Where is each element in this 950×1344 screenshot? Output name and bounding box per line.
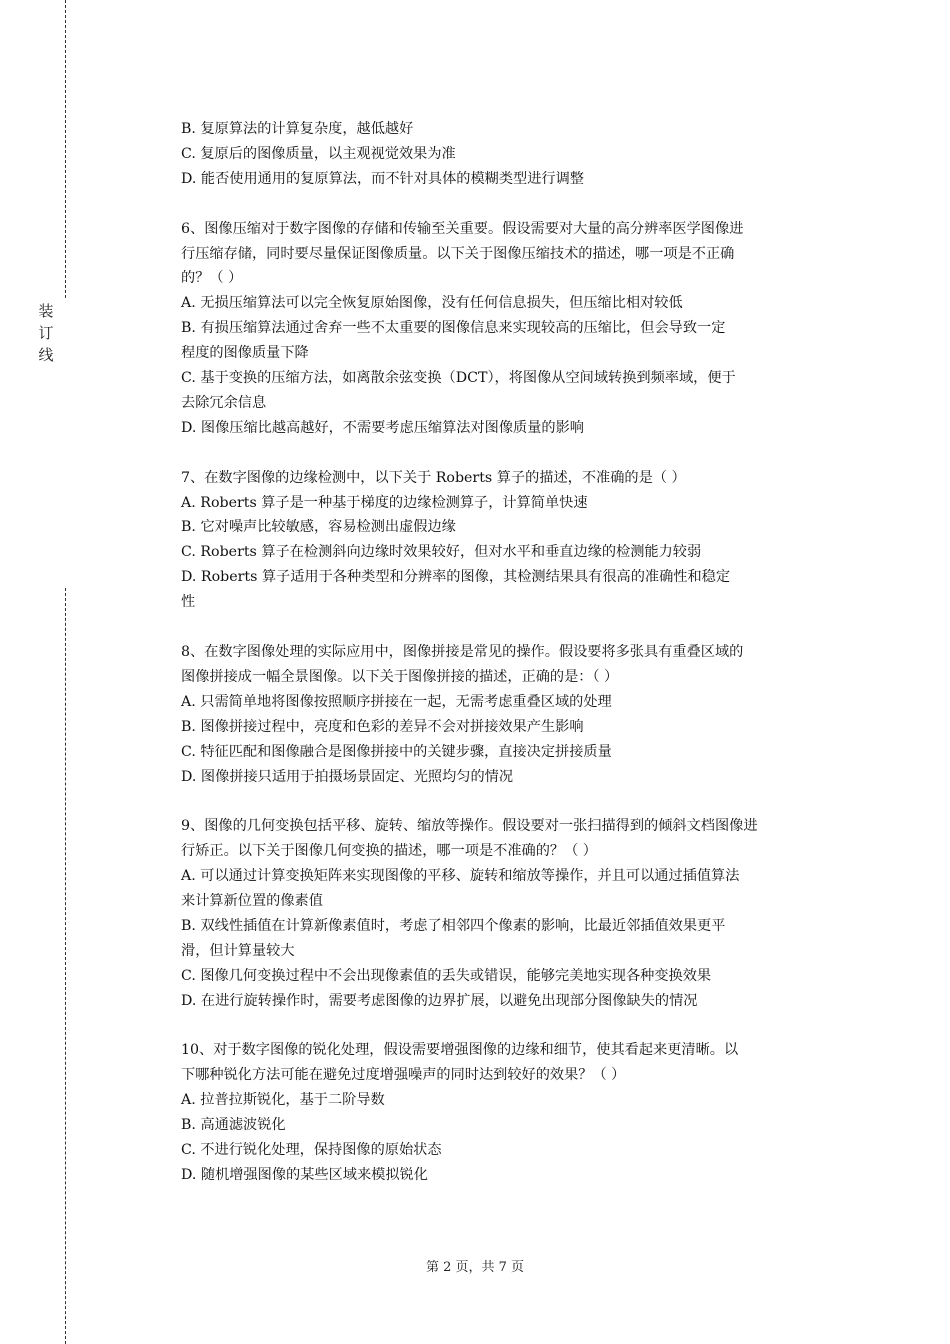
text-line: 9、图像的几何变换包括平移、旋转、缩放等操作。假设要对一张扫描得到的倾斜文档图像进 (181, 818, 758, 835)
binding-label (37, 300, 55, 366)
text-line: D. 在进行旋转操作时，需要考虑图像的边界扩展，以避免出现部分图像缺失的情况 (181, 992, 698, 1009)
text-line: D. Roberts 算子适用于各种类型和分辨率的图像，其检测结果具有很高的准确性和稳定 (181, 569, 731, 586)
binding-char: 装 (38, 302, 54, 320)
text-line: D. 图像压缩比越高越好，不需要考虑压缩算法对图像质量的影响 (181, 419, 584, 436)
binding-dashed-line-bottom (65, 588, 66, 1344)
text-line: 图像拼接成一幅全景图像。以下关于图像拼接的描述，正确的是：（ ） (181, 668, 619, 685)
text-line: C. Roberts 算子在检测斜向边缘时效果较好，但对水平和垂直边缘的检测能力较弱 (181, 544, 702, 561)
exam-content (181, 117, 841, 1188)
text-line: 行矫正。以下关于图像几何变换的描述，哪一项是不准确的？（ ） (181, 843, 597, 860)
text-line: 来计算新位置的像素值 (181, 893, 323, 910)
text-line: A. 可以通过计算变换矩阵来实现图像的平移、旋转和缩放等操作，并且可以通过插值算法 (181, 868, 740, 885)
text-line: D. 能否使用通用的复原算法，而不针对具体的模糊类型进行调整 (181, 170, 584, 187)
text-line: 去除冗余信息 (181, 394, 267, 411)
text-line: A. 无损压缩算法可以完全恢复原始图像，没有任何信息损失，但压缩比相对较低 (181, 295, 683, 312)
text-line: C. 不进行锐化处理，保持图像的原始状态 (181, 1142, 442, 1159)
paragraph-gap (181, 789, 841, 814)
text-line: B. 双线性插值在计算新像素值时，考虑了相邻四个像素的影响，比最近邻插值效果更平 (181, 917, 726, 934)
text-line: 行压缩存储，同时要尽量保证图像质量。以下关于图像压缩技术的描述，哪一项是不正确 (181, 245, 735, 262)
text-line: 程度的图像质量下降 (181, 345, 309, 362)
paragraph-gap (181, 1014, 841, 1039)
text-line: D. 随机增强图像的某些区域来模拟锐化 (181, 1166, 428, 1183)
text-line: B. 有损压缩算法通过舍弃一些不太重要的图像信息来实现较高的压缩比，但会导致一定 (181, 320, 726, 337)
text-line: A. 只需简单地将图像按照顺序拼接在一起，无需考虑重叠区域的处理 (181, 693, 612, 710)
paragraph-gap (181, 192, 841, 217)
text-line: B. 高通滤波锐化 (181, 1117, 286, 1134)
text-line: 滑，但计算量较大 (181, 942, 295, 959)
text-line: C. 图像几何变换过程中不会出现像素值的丢失或错误，能够完美地实现各种变换效果 (181, 967, 712, 984)
text-line: B. 复原算法的计算复杂度，越低越好 (181, 121, 414, 137)
text-line: 7、在数字图像的边缘检测中，以下关于 Roberts 算子的描述，不准确的是（ ） (181, 469, 686, 486)
text-line: B. 它对噪声比较敏感，容易检测出虚假边缘 (181, 519, 456, 536)
text-line: 8、在数字图像处理的实际应用中，图像拼接是常见的操作。假设要将多张具有重叠区域的 (181, 643, 744, 660)
page-footer: 第 2 页，共 7 页 (425, 1260, 525, 1275)
binding-dashed-line-top (65, 0, 66, 298)
text-line: C. 复原后的图像质量，以主观视觉效果为准 (181, 145, 456, 162)
text-line: 6、图像压缩对于数字图像的存储和传输至关重要。假设需要对大量的高分辨率医学图像进 (181, 220, 744, 237)
text-line: C. 基于变换的压缩方法，如离散余弦变换（DCT），将图像从空间域转换到频率域，便于 (181, 370, 736, 387)
text-line: D. 图像拼接只适用于拍摄场景固定、光照均匀的情况 (181, 768, 514, 785)
text-line: A. Roberts 算子是一种基于梯度的边缘检测算子，计算简单快速 (181, 494, 588, 511)
text-line: 10、对于数字图像的锐化处理，假设需要增强图像的边缘和细节，使其看起来更清晰。以 (181, 1042, 739, 1059)
binding-char: 订 (38, 324, 54, 342)
text-line: 性 (181, 594, 196, 611)
paragraph-gap (181, 615, 841, 640)
text-line: C. 特征匹配和图像融合是图像拼接中的关键步骤，直接决定拼接质量 (181, 743, 612, 760)
text-line: 下哪种锐化方法可能在避免过度增强噪声的同时达到较好的效果？（ ） (181, 1067, 626, 1084)
text-line: B. 图像拼接过程中，亮度和色彩的差异不会对拼接效果产生影响 (181, 718, 584, 735)
text-line: 的？（ ） (181, 270, 243, 287)
binding-char: 线 (38, 346, 54, 364)
paragraph-gap (181, 441, 841, 466)
text-line: A. 拉普拉斯锐化，基于二阶导数 (181, 1092, 385, 1109)
